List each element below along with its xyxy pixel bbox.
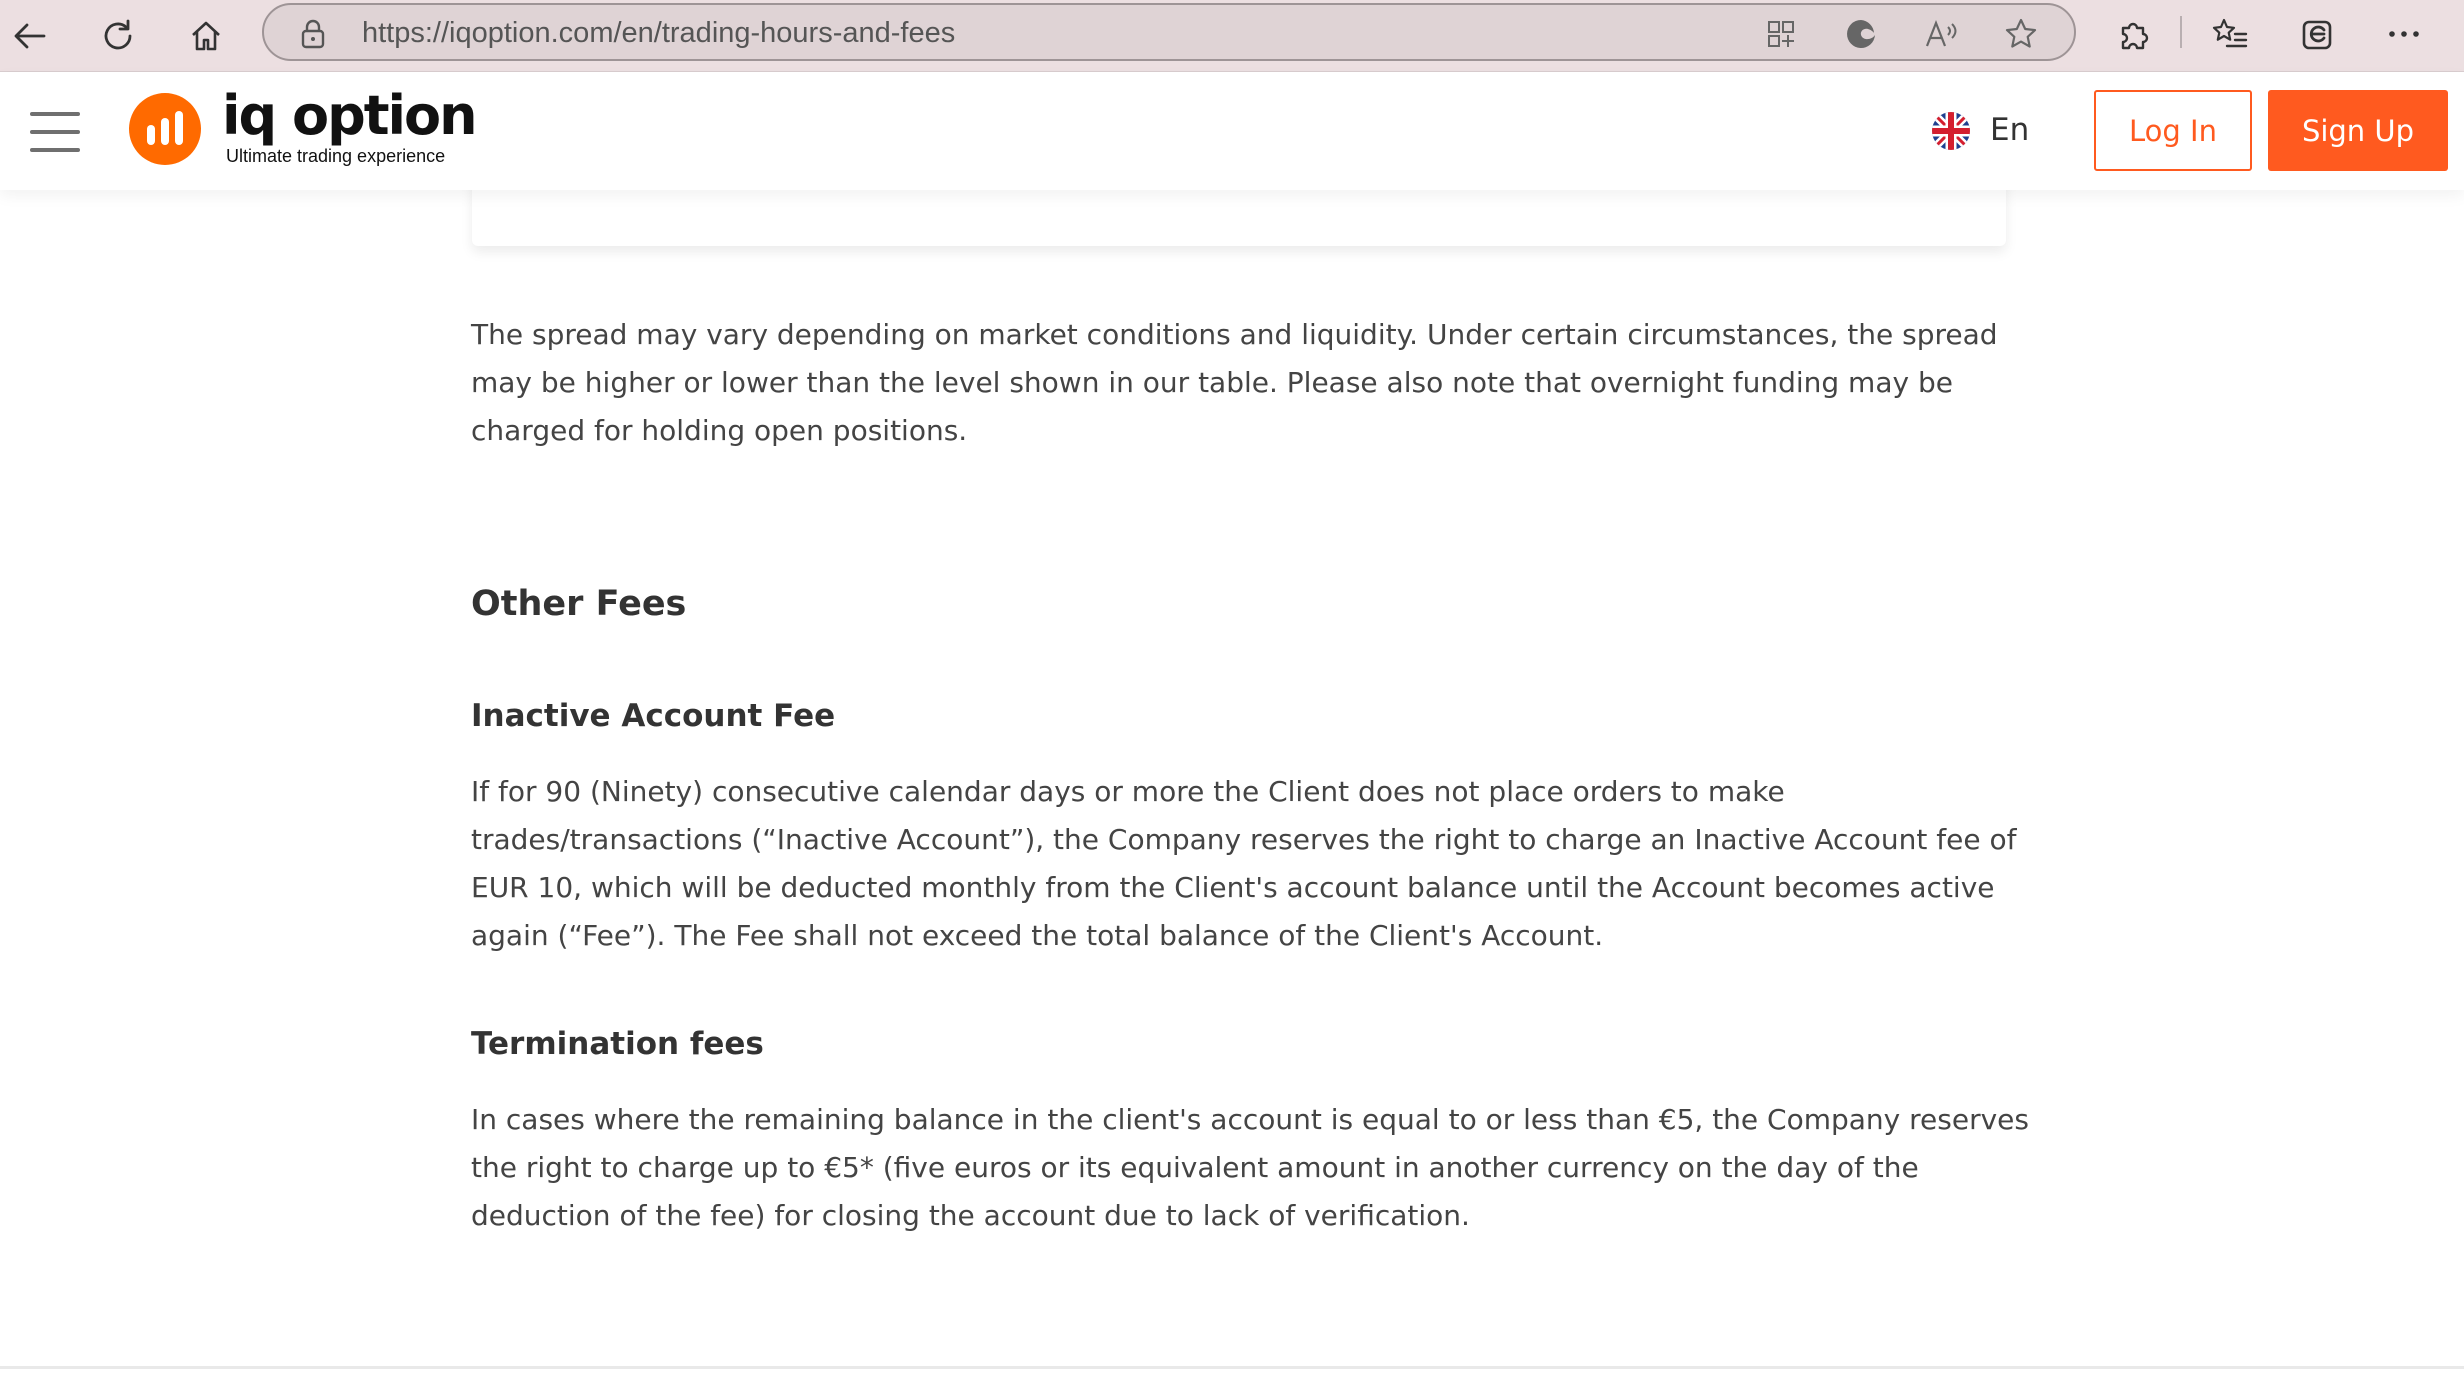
spread-note-block <box>471 311 2031 455</box>
inactive-fee-text: If for 90 (Ninety) consecutive calendar days or more the Client does not place orders to make trades/transactions (“Inactive Account”), the Company reserves the right to charge an Inactive Account fee of EUR 10, which will be deducted monthly from the Client's account balance until the Account becomes active again (“Fee”). The Fee shall not exceed the total balance of the Client's Account. <box>471 775 2017 952</box>
collections-icon[interactable] <box>2298 14 2338 54</box>
extensions-icon[interactable] <box>2113 14 2153 54</box>
hamburger-menu-icon[interactable] <box>30 112 80 152</box>
termination-fee-section <box>471 1026 2031 1062</box>
logo-wordmark[interactable]: iq option <box>222 84 476 147</box>
favorites-list-icon[interactable] <box>2210 14 2250 54</box>
refresh-icon[interactable] <box>90 8 146 64</box>
inactive-fee-section <box>471 698 2031 734</box>
termination-fee-heading: Termination fees <box>471 1026 764 1062</box>
footer-divider <box>0 1366 2464 1369</box>
logo-icon[interactable] <box>128 92 202 166</box>
termination-fee-text: In cases where the remaining balance in the client's account is equal to or less than €5, the Company reserves the right to charge up to €5* (five euros or its equivalent amount in another currency on the day of the deduction of the fee) for closing the account due to lack of verification. <box>471 1103 2029 1232</box>
spread-note: The spread may vary depending on market conditions and liquidity. Under certain circumstances, the spread may be higher or lower than the level shown in our table. Please also note that overnight funding may be charged for holding open positions. <box>471 318 1998 447</box>
uk-flag-icon[interactable] <box>1932 112 1970 150</box>
signup-button[interactable]: Sign Up <box>2268 90 2448 171</box>
favorite-star-icon[interactable] <box>2004 17 2038 51</box>
browser-toolbar <box>0 0 2464 72</box>
other-fees-section <box>471 584 2031 624</box>
url-text[interactable]: https://iqoption.com/en/trading-hours-and-fees <box>362 17 956 49</box>
inactive-fee-heading: Inactive Account Fee <box>471 698 836 734</box>
language-selector[interactable]: En <box>1990 112 2030 148</box>
site-header <box>0 72 2464 190</box>
toolbar-divider <box>2180 16 2182 48</box>
termination-fee-body <box>471 1096 2031 1240</box>
more-icon[interactable] <box>2384 14 2424 54</box>
back-icon[interactable] <box>2 8 58 64</box>
home-icon[interactable] <box>178 8 234 64</box>
edge-copilot-icon[interactable] <box>1844 17 1878 51</box>
read-aloud-icon[interactable] <box>1924 17 1958 51</box>
address-bar[interactable] <box>262 3 2076 61</box>
login-button[interactable]: Log In <box>2094 90 2252 171</box>
other-fees-heading: Other Fees <box>471 584 687 624</box>
inactive-fee-body <box>471 768 2031 960</box>
lock-icon[interactable] <box>299 18 327 54</box>
app-grid-icon[interactable] <box>1764 17 1798 51</box>
logo-tagline: Ultimate trading experience <box>226 146 446 166</box>
